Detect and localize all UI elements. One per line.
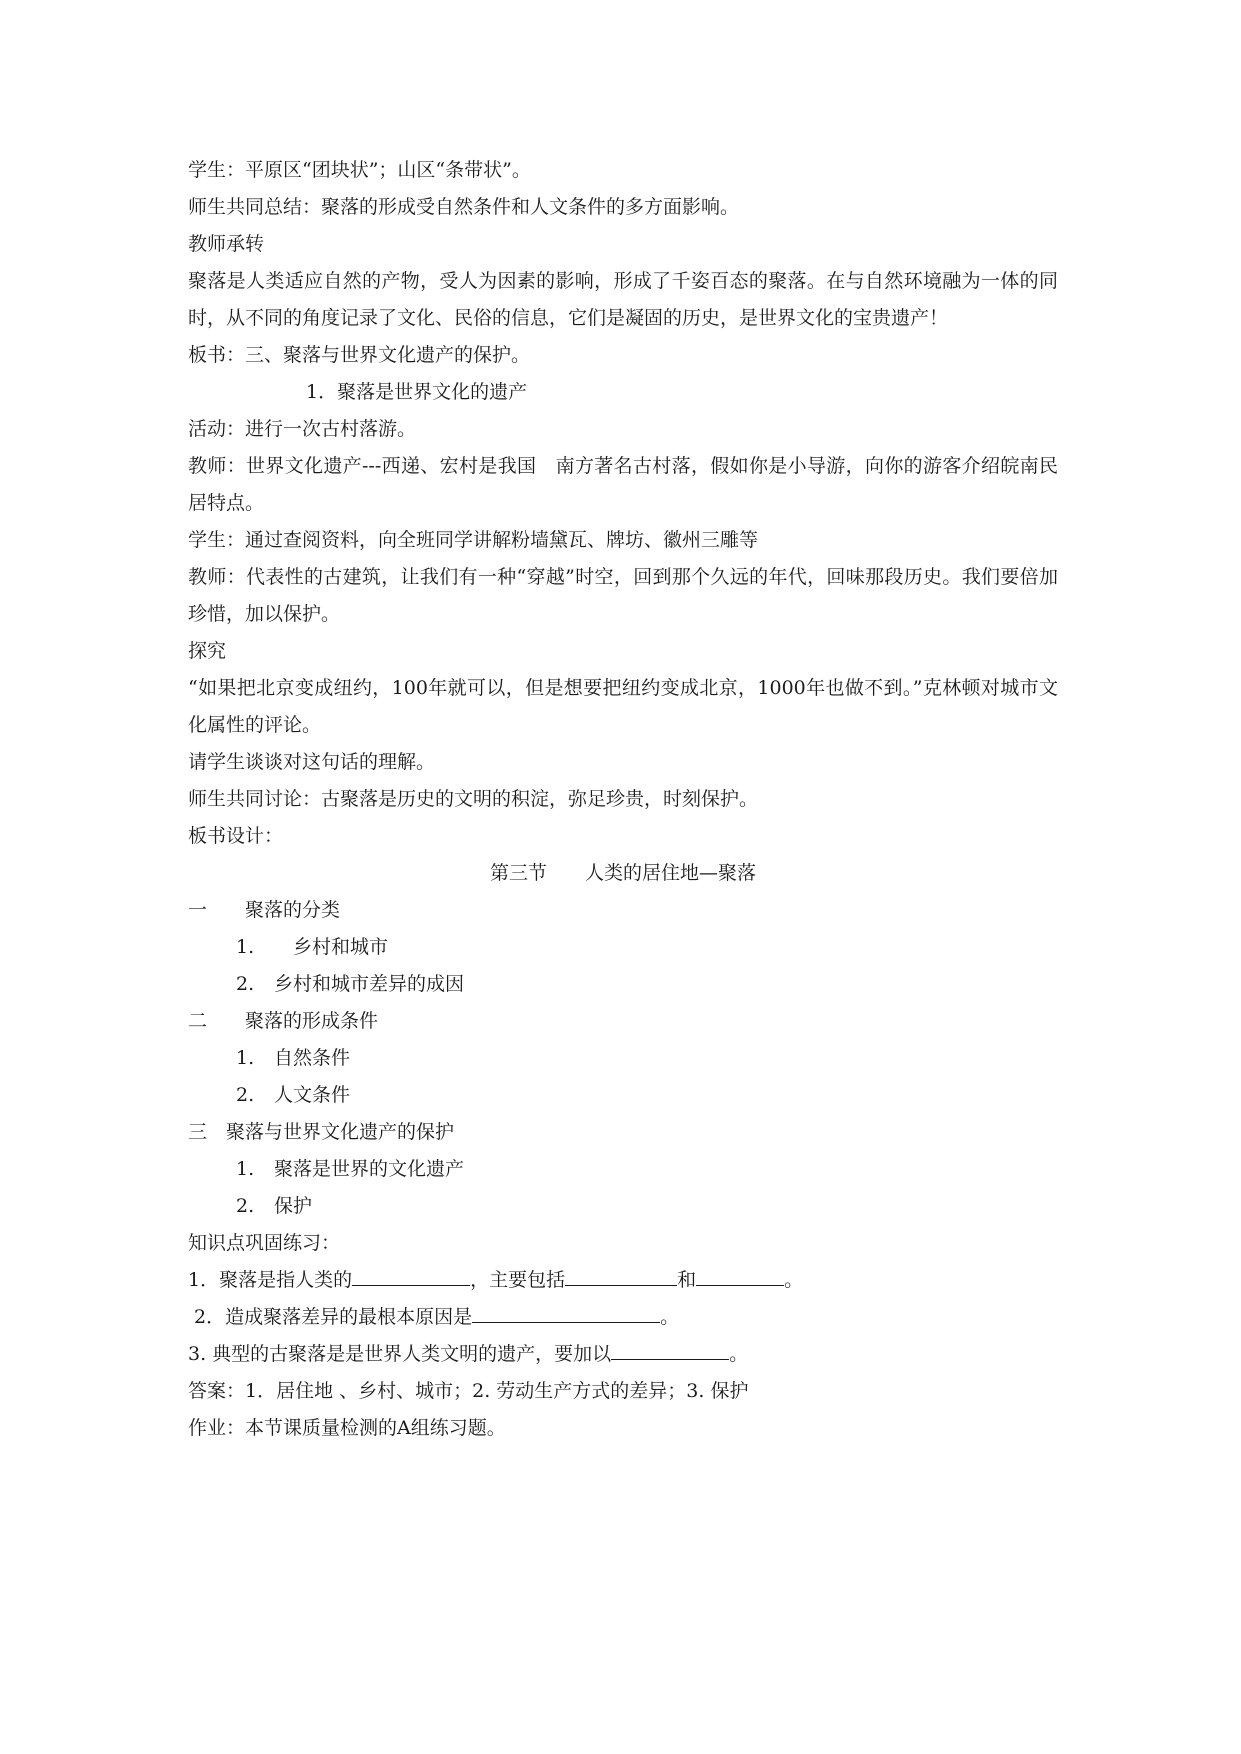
question-text: 和	[677, 1269, 697, 1291]
item-number: 1.	[236, 1047, 255, 1069]
item-text: 乡村和城市	[274, 936, 389, 958]
item-text: 聚落是世界的文化遗产	[274, 1158, 465, 1180]
item-number: 2.	[236, 1084, 255, 1106]
item-text: 乡村和城市差异的成因	[274, 973, 465, 995]
homework-line: 作业：本节课质量检测的A组练习题。	[188, 1417, 506, 1439]
outline-item	[188, 1077, 1058, 1114]
exercise-heading: 知识点巩固练习：	[188, 1232, 341, 1254]
quote-paragraph: “如果把北京变成纽约，100年就可以，但是想要把纽约变成北京，1000年也做不到。”克林顿对城市文化属性的评论。	[188, 677, 1058, 736]
question-text: ，主要包括	[470, 1269, 566, 1291]
text-line: 板书：三、聚落与世界文化遗产的保护。	[188, 344, 531, 366]
text-line: 探究	[188, 640, 227, 662]
answer-line: 答案：1．居住地 、乡村、城市；2. 劳动生产方式的差异；3. 保护	[188, 1380, 749, 1402]
item-text: 保护	[274, 1195, 313, 1217]
item-number: 1.	[236, 1158, 255, 1180]
question-text: 。	[729, 1343, 749, 1365]
text-line: 板书设计：	[188, 825, 284, 847]
item-text: 人文条件	[274, 1084, 351, 1106]
exercise-question-2	[188, 1299, 1058, 1336]
board-title: 第三节 人类的居住地—聚落	[489, 862, 756, 884]
question-text: 2．造成聚落差异的最根本原因是	[188, 1306, 473, 1328]
answer-blank[interactable]	[472, 1300, 660, 1323]
outline-item	[188, 929, 1058, 966]
text-line: 师生共同总结：聚落的形成受自然条件和人文条件的多方面影响。	[188, 196, 740, 218]
question-text: 1．聚落是指人类的	[188, 1269, 353, 1291]
outline-item	[188, 1040, 1058, 1077]
exercise-question-3	[188, 1336, 1058, 1373]
outline-section: 二 聚落的形成条件	[188, 1010, 379, 1032]
question-text: 。	[784, 1269, 804, 1291]
item-number: 2.	[236, 1195, 255, 1217]
text-line: 师生共同讨论：古聚落是历史的文明的积淀，弥足珍贵，时刻保护。	[188, 788, 759, 810]
text-line: 学生：平原区“团块状”；山区“条带状”。	[188, 159, 531, 181]
outline-section: 一 聚落的分类	[188, 899, 341, 921]
answer-blank[interactable]	[611, 1337, 729, 1360]
answer-blank[interactable]	[352, 1263, 470, 1286]
text-line: 教师承转	[188, 233, 265, 255]
paragraph: 教师：世界文化遗产---西递、宏村是我国 南方著名古村落，假如你是小导游，向你的游客介绍皖南民居特点。	[188, 455, 1058, 514]
exercise-question-1	[188, 1262, 1058, 1299]
answer-blank[interactable]	[696, 1263, 784, 1286]
page-content	[188, 152, 1058, 1447]
outline-section: 三 聚落与世界文化遗产的保护	[188, 1121, 455, 1143]
board-subitem: 1．聚落是世界文化的遗产	[306, 381, 528, 403]
item-number: 2.	[236, 973, 255, 995]
text-line: 请学生谈谈对这句话的理解。	[188, 751, 436, 773]
outline-item	[188, 1151, 1058, 1188]
answer-blank[interactable]	[565, 1263, 677, 1286]
paragraph: 教师：代表性的古建筑，让我们有一种“穿越”时空，回到那个久远的年代，回味那段历史。我们要倍加珍惜，加以保护。	[188, 566, 1058, 625]
question-text: 3. 典型的古聚落是是世界人类文明的遗产，要加以	[188, 1343, 612, 1365]
item-number: 1.	[236, 936, 255, 958]
item-text: 自然条件	[274, 1047, 351, 1069]
outline-item	[188, 966, 1058, 1003]
outline-item	[188, 1188, 1058, 1225]
text-line: 活动：进行一次古村落游。	[188, 418, 417, 440]
paragraph: 聚落是人类适应自然的产物，受人为因素的影响，形成了千姿百态的聚落。在与自然环境融为一体的同时，从不同的角度记录了文化、民俗的信息，它们是凝固的历史，是世界文化的宝贵遗产！	[188, 270, 1058, 329]
text-line: 学生：通过查阅资料，向全班同学讲解粉墙黛瓦、牌坊、徽州三雕等	[188, 529, 759, 551]
question-text: 。	[660, 1306, 680, 1328]
